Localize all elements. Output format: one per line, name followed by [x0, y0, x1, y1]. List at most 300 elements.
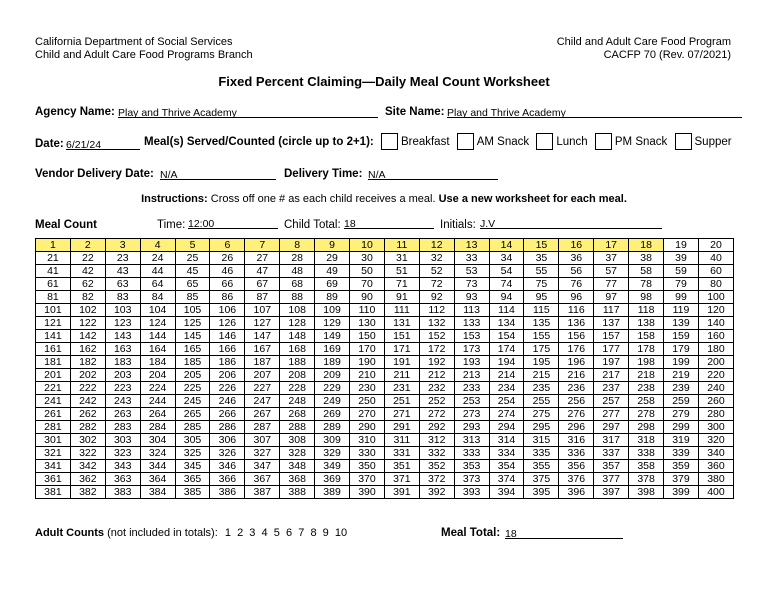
- count-cell-389[interactable]: 389: [315, 486, 350, 499]
- count-cell-69[interactable]: 69: [315, 278, 350, 291]
- count-cell-272[interactable]: 272: [419, 408, 454, 421]
- count-cell-227[interactable]: 227: [245, 382, 280, 395]
- count-cell-378[interactable]: 378: [629, 473, 664, 486]
- count-cell-308[interactable]: 308: [280, 434, 315, 447]
- count-cell-305[interactable]: 305: [175, 434, 210, 447]
- count-cell-358[interactable]: 358: [629, 460, 664, 473]
- count-cell-48[interactable]: 48: [280, 265, 315, 278]
- count-cell-356[interactable]: 356: [559, 460, 594, 473]
- count-cell-112[interactable]: 112: [419, 304, 454, 317]
- count-cell-64[interactable]: 64: [140, 278, 175, 291]
- count-cell-346[interactable]: 346: [210, 460, 245, 473]
- count-cell-170[interactable]: 170: [350, 343, 385, 356]
- count-cell-11[interactable]: 11: [384, 239, 419, 252]
- count-cell-131[interactable]: 131: [384, 317, 419, 330]
- count-cell-15[interactable]: 15: [524, 239, 559, 252]
- count-cell-340[interactable]: 340: [698, 447, 733, 460]
- count-cell-37[interactable]: 37: [594, 252, 629, 265]
- count-cell-134[interactable]: 134: [489, 317, 524, 330]
- count-cell-260[interactable]: 260: [698, 395, 733, 408]
- count-cell-263[interactable]: 263: [105, 408, 140, 421]
- count-cell-199[interactable]: 199: [664, 356, 699, 369]
- count-cell-79[interactable]: 79: [664, 278, 699, 291]
- count-cell-380[interactable]: 380: [698, 473, 733, 486]
- count-cell-35[interactable]: 35: [524, 252, 559, 265]
- count-cell-166[interactable]: 166: [210, 343, 245, 356]
- count-cell-233[interactable]: 233: [454, 382, 489, 395]
- count-cell-294[interactable]: 294: [489, 421, 524, 434]
- count-cell-251[interactable]: 251: [384, 395, 419, 408]
- count-cell-288[interactable]: 288: [280, 421, 315, 434]
- count-cell-84[interactable]: 84: [140, 291, 175, 304]
- count-cell-120[interactable]: 120: [698, 304, 733, 317]
- count-cell-18[interactable]: 18: [629, 239, 664, 252]
- count-cell-117[interactable]: 117: [594, 304, 629, 317]
- count-cell-136[interactable]: 136: [559, 317, 594, 330]
- count-cell-202[interactable]: 202: [70, 369, 105, 382]
- count-cell-336[interactable]: 336: [559, 447, 594, 460]
- count-cell-383[interactable]: 383: [105, 486, 140, 499]
- adult-counts-numbers[interactable]: 1 2 3 4 5 6 7 8 9 10: [224, 527, 348, 539]
- count-cell-357[interactable]: 357: [594, 460, 629, 473]
- count-cell-273[interactable]: 273: [454, 408, 489, 421]
- count-cell-95[interactable]: 95: [524, 291, 559, 304]
- count-cell-196[interactable]: 196: [559, 356, 594, 369]
- count-cell-137[interactable]: 137: [594, 317, 629, 330]
- count-cell-261[interactable]: 261: [36, 408, 71, 421]
- time-field[interactable]: [188, 214, 278, 229]
- count-cell-231[interactable]: 231: [384, 382, 419, 395]
- count-cell-12[interactable]: 12: [419, 239, 454, 252]
- count-cell-195[interactable]: 195: [524, 356, 559, 369]
- site-name-field[interactable]: [447, 103, 742, 118]
- count-cell-132[interactable]: 132: [419, 317, 454, 330]
- count-cell-254[interactable]: 254: [489, 395, 524, 408]
- count-cell-87[interactable]: 87: [245, 291, 280, 304]
- count-cell-371[interactable]: 371: [384, 473, 419, 486]
- count-cell-65[interactable]: 65: [175, 278, 210, 291]
- count-cell-204[interactable]: 204: [140, 369, 175, 382]
- count-cell-40[interactable]: 40: [698, 252, 733, 265]
- count-cell-244[interactable]: 244: [140, 395, 175, 408]
- count-cell-222[interactable]: 222: [70, 382, 105, 395]
- count-cell-70[interactable]: 70: [350, 278, 385, 291]
- count-cell-74[interactable]: 74: [489, 278, 524, 291]
- count-cell-302[interactable]: 302: [70, 434, 105, 447]
- count-cell-268[interactable]: 268: [280, 408, 315, 421]
- count-cell-143[interactable]: 143: [105, 330, 140, 343]
- count-cell-318[interactable]: 318: [629, 434, 664, 447]
- count-cell-225[interactable]: 225: [175, 382, 210, 395]
- count-cell-388[interactable]: 388: [280, 486, 315, 499]
- count-cell-332[interactable]: 332: [419, 447, 454, 460]
- count-cell-226[interactable]: 226: [210, 382, 245, 395]
- count-cell-184[interactable]: 184: [140, 356, 175, 369]
- count-cell-271[interactable]: 271: [384, 408, 419, 421]
- count-cell-258[interactable]: 258: [629, 395, 664, 408]
- count-cell-26[interactable]: 26: [210, 252, 245, 265]
- count-cell-370[interactable]: 370: [350, 473, 385, 486]
- count-cell-269[interactable]: 269: [315, 408, 350, 421]
- count-cell-128[interactable]: 128: [280, 317, 315, 330]
- count-cell-342[interactable]: 342: [70, 460, 105, 473]
- count-cell-319[interactable]: 319: [664, 434, 699, 447]
- count-cell-387[interactable]: 387: [245, 486, 280, 499]
- count-cell-375[interactable]: 375: [524, 473, 559, 486]
- count-cell-237[interactable]: 237: [594, 382, 629, 395]
- count-cell-210[interactable]: 210: [350, 369, 385, 382]
- count-cell-118[interactable]: 118: [629, 304, 664, 317]
- count-cell-138[interactable]: 138: [629, 317, 664, 330]
- count-cell-359[interactable]: 359: [664, 460, 699, 473]
- count-cell-392[interactable]: 392: [419, 486, 454, 499]
- count-cell-160[interactable]: 160: [698, 330, 733, 343]
- count-cell-385[interactable]: 385: [175, 486, 210, 499]
- count-cell-41[interactable]: 41: [36, 265, 71, 278]
- count-cell-60[interactable]: 60: [698, 265, 733, 278]
- count-cell-384[interactable]: 384: [140, 486, 175, 499]
- count-cell-42[interactable]: 42: [70, 265, 105, 278]
- count-cell-262[interactable]: 262: [70, 408, 105, 421]
- count-cell-33[interactable]: 33: [454, 252, 489, 265]
- count-cell-315[interactable]: 315: [524, 434, 559, 447]
- count-cell-327[interactable]: 327: [245, 447, 280, 460]
- count-cell-312[interactable]: 312: [419, 434, 454, 447]
- count-cell-88[interactable]: 88: [280, 291, 315, 304]
- count-cell-259[interactable]: 259: [664, 395, 699, 408]
- count-cell-390[interactable]: 390: [350, 486, 385, 499]
- count-cell-23[interactable]: 23: [105, 252, 140, 265]
- count-cell-264[interactable]: 264: [140, 408, 175, 421]
- count-cell-338[interactable]: 338: [629, 447, 664, 460]
- count-cell-299[interactable]: 299: [664, 421, 699, 434]
- count-cell-111[interactable]: 111: [384, 304, 419, 317]
- count-cell-331[interactable]: 331: [384, 447, 419, 460]
- count-cell-104[interactable]: 104: [140, 304, 175, 317]
- count-cell-66[interactable]: 66: [210, 278, 245, 291]
- count-cell-113[interactable]: 113: [454, 304, 489, 317]
- count-cell-209[interactable]: 209: [315, 369, 350, 382]
- count-cell-30[interactable]: 30: [350, 252, 385, 265]
- count-cell-286[interactable]: 286: [210, 421, 245, 434]
- count-cell-165[interactable]: 165: [175, 343, 210, 356]
- am-snack-checkbox[interactable]: [457, 133, 474, 150]
- count-cell-58[interactable]: 58: [629, 265, 664, 278]
- count-cell-155[interactable]: 155: [524, 330, 559, 343]
- count-cell-53[interactable]: 53: [454, 265, 489, 278]
- count-cell-223[interactable]: 223: [105, 382, 140, 395]
- count-cell-98[interactable]: 98: [629, 291, 664, 304]
- count-cell-224[interactable]: 224: [140, 382, 175, 395]
- count-cell-156[interactable]: 156: [559, 330, 594, 343]
- count-cell-106[interactable]: 106: [210, 304, 245, 317]
- count-cell-247[interactable]: 247: [245, 395, 280, 408]
- count-cell-92[interactable]: 92: [419, 291, 454, 304]
- count-cell-71[interactable]: 71: [384, 278, 419, 291]
- count-cell-333[interactable]: 333: [454, 447, 489, 460]
- count-cell-221[interactable]: 221: [36, 382, 71, 395]
- count-cell-243[interactable]: 243: [105, 395, 140, 408]
- count-cell-400[interactable]: 400: [698, 486, 733, 499]
- count-cell-62[interactable]: 62: [70, 278, 105, 291]
- count-cell-146[interactable]: 146: [210, 330, 245, 343]
- count-cell-67[interactable]: 67: [245, 278, 280, 291]
- count-cell-321[interactable]: 321: [36, 447, 71, 460]
- count-cell-7[interactable]: 7: [245, 239, 280, 252]
- count-cell-329[interactable]: 329: [315, 447, 350, 460]
- count-cell-24[interactable]: 24: [140, 252, 175, 265]
- count-cell-282[interactable]: 282: [70, 421, 105, 434]
- count-cell-398[interactable]: 398: [629, 486, 664, 499]
- count-cell-368[interactable]: 368: [280, 473, 315, 486]
- count-cell-56[interactable]: 56: [559, 265, 594, 278]
- count-cell-330[interactable]: 330: [350, 447, 385, 460]
- count-cell-310[interactable]: 310: [350, 434, 385, 447]
- count-cell-174[interactable]: 174: [489, 343, 524, 356]
- count-cell-339[interactable]: 339: [664, 447, 699, 460]
- count-cell-127[interactable]: 127: [245, 317, 280, 330]
- count-cell-188[interactable]: 188: [280, 356, 315, 369]
- count-cell-109[interactable]: 109: [315, 304, 350, 317]
- count-cell-283[interactable]: 283: [105, 421, 140, 434]
- count-cell-172[interactable]: 172: [419, 343, 454, 356]
- count-cell-124[interactable]: 124: [140, 317, 175, 330]
- count-cell-185[interactable]: 185: [175, 356, 210, 369]
- count-cell-324[interactable]: 324: [140, 447, 175, 460]
- count-cell-52[interactable]: 52: [419, 265, 454, 278]
- count-cell-323[interactable]: 323: [105, 447, 140, 460]
- count-cell-73[interactable]: 73: [454, 278, 489, 291]
- date-field[interactable]: [66, 135, 140, 150]
- count-cell-192[interactable]: 192: [419, 356, 454, 369]
- count-cell-280[interactable]: 280: [698, 408, 733, 421]
- count-cell-228[interactable]: 228: [280, 382, 315, 395]
- count-cell-27[interactable]: 27: [245, 252, 280, 265]
- count-cell-354[interactable]: 354: [489, 460, 524, 473]
- count-cell-285[interactable]: 285: [175, 421, 210, 434]
- count-cell-240[interactable]: 240: [698, 382, 733, 395]
- count-cell-36[interactable]: 36: [559, 252, 594, 265]
- count-cell-8[interactable]: 8: [280, 239, 315, 252]
- count-cell-14[interactable]: 14: [489, 239, 524, 252]
- meal-total-field[interactable]: [505, 524, 623, 539]
- count-cell-218[interactable]: 218: [629, 369, 664, 382]
- count-cell-149[interactable]: 149: [315, 330, 350, 343]
- count-cell-133[interactable]: 133: [454, 317, 489, 330]
- count-cell-298[interactable]: 298: [629, 421, 664, 434]
- count-cell-198[interactable]: 198: [629, 356, 664, 369]
- count-cell-245[interactable]: 245: [175, 395, 210, 408]
- count-cell-256[interactable]: 256: [559, 395, 594, 408]
- count-cell-63[interactable]: 63: [105, 278, 140, 291]
- count-cell-397[interactable]: 397: [594, 486, 629, 499]
- count-cell-86[interactable]: 86: [210, 291, 245, 304]
- count-cell-152[interactable]: 152: [419, 330, 454, 343]
- count-cell-360[interactable]: 360: [698, 460, 733, 473]
- count-cell-289[interactable]: 289: [315, 421, 350, 434]
- count-cell-304[interactable]: 304: [140, 434, 175, 447]
- count-cell-230[interactable]: 230: [350, 382, 385, 395]
- count-cell-300[interactable]: 300: [698, 421, 733, 434]
- count-cell-309[interactable]: 309: [315, 434, 350, 447]
- count-cell-314[interactable]: 314: [489, 434, 524, 447]
- count-cell-212[interactable]: 212: [419, 369, 454, 382]
- count-cell-3[interactable]: 3: [105, 239, 140, 252]
- count-cell-266[interactable]: 266: [210, 408, 245, 421]
- count-cell-182[interactable]: 182: [70, 356, 105, 369]
- count-cell-296[interactable]: 296: [559, 421, 594, 434]
- count-cell-145[interactable]: 145: [175, 330, 210, 343]
- count-cell-90[interactable]: 90: [350, 291, 385, 304]
- count-cell-147[interactable]: 147: [245, 330, 280, 343]
- count-cell-194[interactable]: 194: [489, 356, 524, 369]
- count-cell-252[interactable]: 252: [419, 395, 454, 408]
- count-cell-276[interactable]: 276: [559, 408, 594, 421]
- count-cell-179[interactable]: 179: [664, 343, 699, 356]
- count-cell-5[interactable]: 5: [175, 239, 210, 252]
- count-cell-291[interactable]: 291: [384, 421, 419, 434]
- count-cell-257[interactable]: 257: [594, 395, 629, 408]
- count-cell-279[interactable]: 279: [664, 408, 699, 421]
- count-cell-76[interactable]: 76: [559, 278, 594, 291]
- count-cell-119[interactable]: 119: [664, 304, 699, 317]
- count-cell-21[interactable]: 21: [36, 252, 71, 265]
- count-cell-361[interactable]: 361: [36, 473, 71, 486]
- count-cell-20[interactable]: 20: [698, 239, 733, 252]
- count-cell-180[interactable]: 180: [698, 343, 733, 356]
- count-cell-267[interactable]: 267: [245, 408, 280, 421]
- count-cell-154[interactable]: 154: [489, 330, 524, 343]
- count-cell-232[interactable]: 232: [419, 382, 454, 395]
- count-cell-292[interactable]: 292: [419, 421, 454, 434]
- count-cell-116[interactable]: 116: [559, 304, 594, 317]
- child-total-field[interactable]: [344, 214, 434, 229]
- count-cell-391[interactable]: 391: [384, 486, 419, 499]
- count-cell-176[interactable]: 176: [559, 343, 594, 356]
- count-cell-31[interactable]: 31: [384, 252, 419, 265]
- count-cell-168[interactable]: 168: [280, 343, 315, 356]
- pm-snack-checkbox[interactable]: [595, 133, 612, 150]
- count-cell-297[interactable]: 297: [594, 421, 629, 434]
- count-cell-334[interactable]: 334: [489, 447, 524, 460]
- count-cell-121[interactable]: 121: [36, 317, 71, 330]
- count-cell-140[interactable]: 140: [698, 317, 733, 330]
- count-cell-141[interactable]: 141: [36, 330, 71, 343]
- count-cell-144[interactable]: 144: [140, 330, 175, 343]
- count-cell-1[interactable]: 1: [36, 239, 71, 252]
- count-cell-32[interactable]: 32: [419, 252, 454, 265]
- count-cell-242[interactable]: 242: [70, 395, 105, 408]
- count-cell-77[interactable]: 77: [594, 278, 629, 291]
- count-cell-238[interactable]: 238: [629, 382, 664, 395]
- count-cell-350[interactable]: 350: [350, 460, 385, 473]
- count-cell-207[interactable]: 207: [245, 369, 280, 382]
- count-cell-43[interactable]: 43: [105, 265, 140, 278]
- count-cell-78[interactable]: 78: [629, 278, 664, 291]
- count-cell-325[interactable]: 325: [175, 447, 210, 460]
- count-cell-2[interactable]: 2: [70, 239, 105, 252]
- count-cell-171[interactable]: 171: [384, 343, 419, 356]
- count-cell-355[interactable]: 355: [524, 460, 559, 473]
- count-cell-311[interactable]: 311: [384, 434, 419, 447]
- count-cell-250[interactable]: 250: [350, 395, 385, 408]
- count-cell-316[interactable]: 316: [559, 434, 594, 447]
- vendor-delivery-field[interactable]: [160, 165, 276, 180]
- count-cell-10[interactable]: 10: [350, 239, 385, 252]
- count-cell-217[interactable]: 217: [594, 369, 629, 382]
- count-cell-306[interactable]: 306: [210, 434, 245, 447]
- count-cell-177[interactable]: 177: [594, 343, 629, 356]
- count-cell-57[interactable]: 57: [594, 265, 629, 278]
- count-cell-142[interactable]: 142: [70, 330, 105, 343]
- count-cell-284[interactable]: 284: [140, 421, 175, 434]
- count-cell-107[interactable]: 107: [245, 304, 280, 317]
- count-cell-382[interactable]: 382: [70, 486, 105, 499]
- count-cell-396[interactable]: 396: [559, 486, 594, 499]
- count-cell-85[interactable]: 85: [175, 291, 210, 304]
- count-cell-295[interactable]: 295: [524, 421, 559, 434]
- count-cell-6[interactable]: 6: [210, 239, 245, 252]
- count-cell-49[interactable]: 49: [315, 265, 350, 278]
- count-cell-164[interactable]: 164: [140, 343, 175, 356]
- count-cell-162[interactable]: 162: [70, 343, 105, 356]
- count-cell-102[interactable]: 102: [70, 304, 105, 317]
- count-cell-123[interactable]: 123: [105, 317, 140, 330]
- count-cell-34[interactable]: 34: [489, 252, 524, 265]
- count-cell-61[interactable]: 61: [36, 278, 71, 291]
- lunch-checkbox[interactable]: [536, 133, 553, 150]
- count-cell-328[interactable]: 328: [280, 447, 315, 460]
- count-cell-200[interactable]: 200: [698, 356, 733, 369]
- count-cell-139[interactable]: 139: [664, 317, 699, 330]
- count-cell-81[interactable]: 81: [36, 291, 71, 304]
- count-cell-208[interactable]: 208: [280, 369, 315, 382]
- count-cell-169[interactable]: 169: [315, 343, 350, 356]
- count-cell-100[interactable]: 100: [698, 291, 733, 304]
- count-cell-19[interactable]: 19: [664, 239, 699, 252]
- count-cell-281[interactable]: 281: [36, 421, 71, 434]
- count-cell-287[interactable]: 287: [245, 421, 280, 434]
- count-cell-220[interactable]: 220: [698, 369, 733, 382]
- count-cell-108[interactable]: 108: [280, 304, 315, 317]
- count-cell-17[interactable]: 17: [594, 239, 629, 252]
- count-cell-353[interactable]: 353: [454, 460, 489, 473]
- count-cell-241[interactable]: 241: [36, 395, 71, 408]
- delivery-time-field[interactable]: [368, 165, 498, 180]
- count-cell-82[interactable]: 82: [70, 291, 105, 304]
- count-cell-153[interactable]: 153: [454, 330, 489, 343]
- count-cell-197[interactable]: 197: [594, 356, 629, 369]
- count-cell-190[interactable]: 190: [350, 356, 385, 369]
- count-cell-246[interactable]: 246: [210, 395, 245, 408]
- count-cell-122[interactable]: 122: [70, 317, 105, 330]
- count-cell-29[interactable]: 29: [315, 252, 350, 265]
- count-cell-236[interactable]: 236: [559, 382, 594, 395]
- count-cell-115[interactable]: 115: [524, 304, 559, 317]
- count-cell-345[interactable]: 345: [175, 460, 210, 473]
- count-cell-215[interactable]: 215: [524, 369, 559, 382]
- count-cell-369[interactable]: 369: [315, 473, 350, 486]
- count-cell-44[interactable]: 44: [140, 265, 175, 278]
- count-cell-303[interactable]: 303: [105, 434, 140, 447]
- count-cell-83[interactable]: 83: [105, 291, 140, 304]
- count-cell-193[interactable]: 193: [454, 356, 489, 369]
- count-cell-72[interactable]: 72: [419, 278, 454, 291]
- count-cell-374[interactable]: 374: [489, 473, 524, 486]
- count-cell-229[interactable]: 229: [315, 382, 350, 395]
- count-cell-362[interactable]: 362: [70, 473, 105, 486]
- count-cell-91[interactable]: 91: [384, 291, 419, 304]
